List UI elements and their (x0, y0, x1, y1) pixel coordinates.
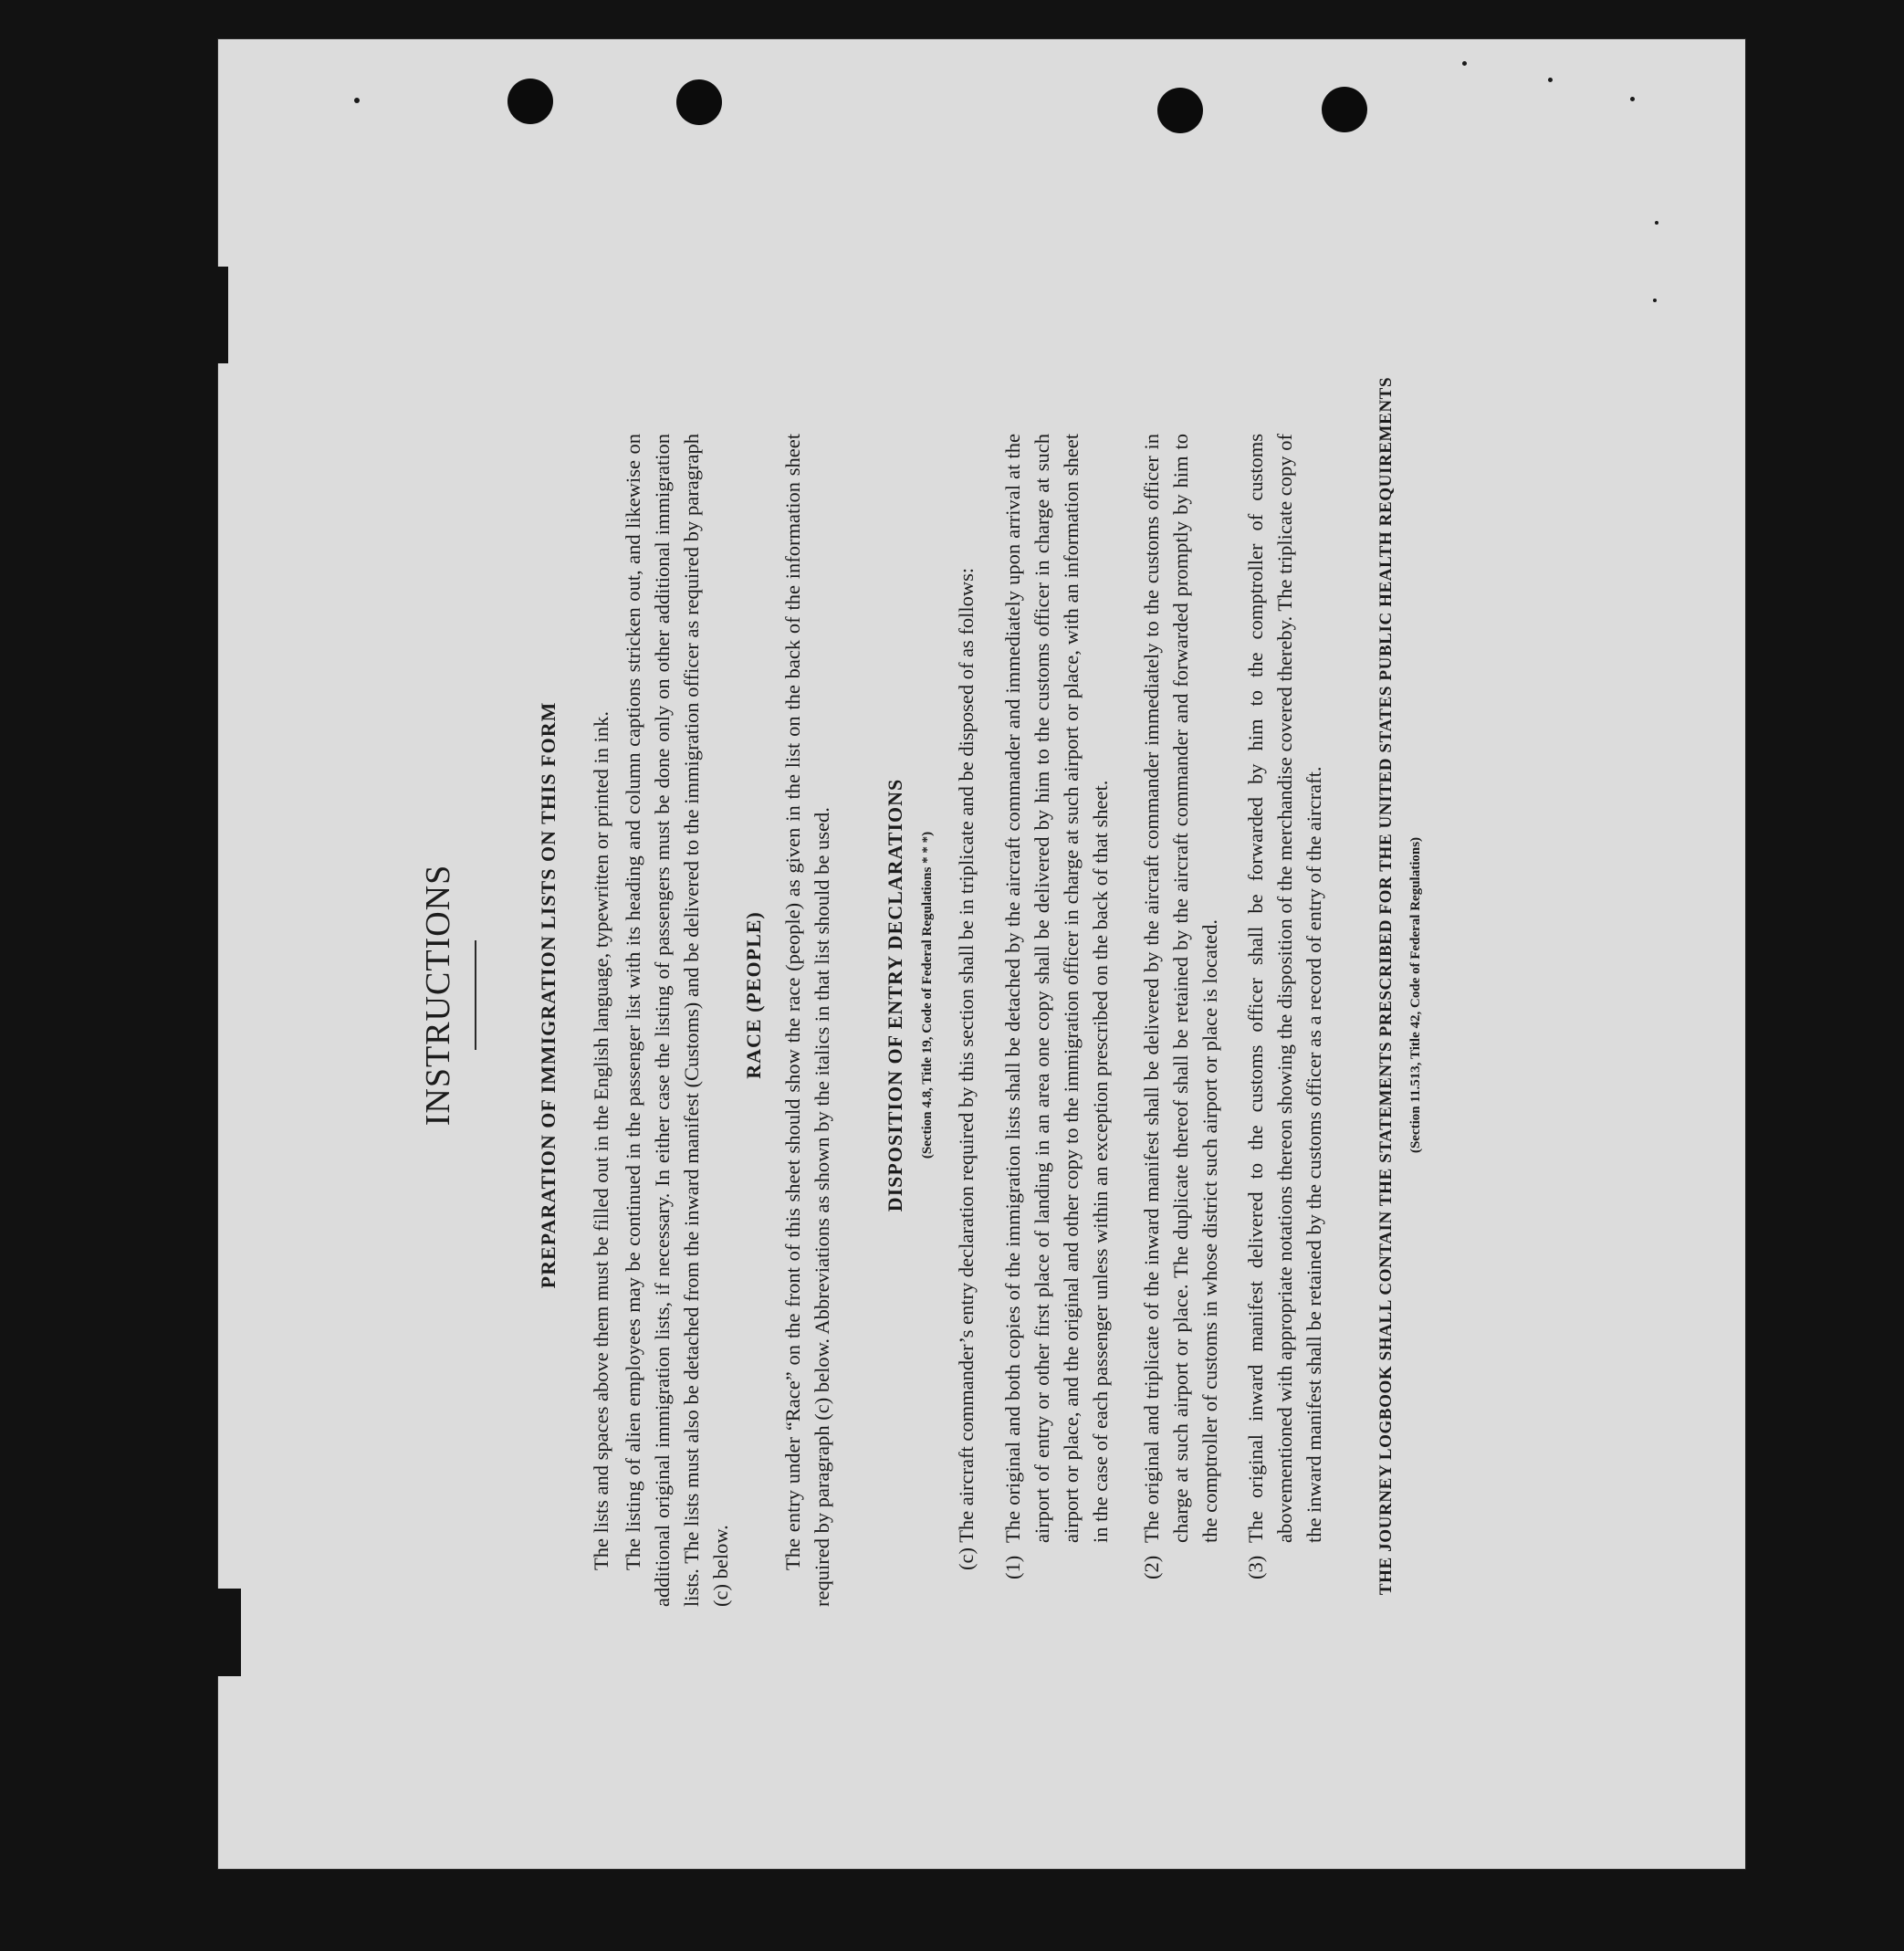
dust-speck (1630, 97, 1635, 101)
list-item: (1) The original and both copies of the immigration lists shall be detached by the aircraft commander and immediately upon arrival at the airport of entry or other first place of landing in an area one copy shall be delivered by him to the customs officer in charge at such airport or place, and the original and other copy to the immigration officer in charge at such airport or place, with an information sheet in the case of each passenger unless within an exception prescribed on the back of that sheet. (1001, 434, 1112, 1579)
dust-speck (354, 98, 360, 103)
dust-speck (1653, 299, 1657, 302)
paragraph-disposition-intro: (c) The aircraft commander’s entry declaration required by this section shall be in triplicate and be disposed of as follows: (955, 567, 978, 1570)
dust-speck (1655, 221, 1658, 225)
footer-citation: (Section 11.513, Title 42, Code of Federal Regulations) (1408, 836, 1423, 1154)
binding-tab (214, 1589, 241, 1676)
heading-disposition: DISPOSITION OF ENTRY DECLARATIONS (884, 778, 906, 1212)
paragraph-preparation-1: The lists and spaces above them must be filled out in the English language, typewritten or printed in ink. (590, 710, 612, 1570)
rotated-content (391, 219, 1486, 1771)
punch-hole (676, 79, 722, 125)
dust-speck (1462, 61, 1467, 66)
list-item: (2) The original and triplicate of the inward manifest shall be delivered by the aircraft commander immediately to the customs officer in charge at such airport or place. The duplicate thereof shall be retained by the aircraft commander and forwarded promptly by him to the comptroller of customs in whose district such airport or place is located. (1140, 434, 1221, 1579)
dust-speck (1548, 78, 1553, 82)
paragraph-preparation-2: The listing of alien employees may be continued in the passenger list with its heading and column captions stricken out, and likewise on additional original immigration lists, if necessary. In either case the listing of passengers must be done only on other additional immigration lists. The lists must also be detached from the inward manifest (Customs) and be delivered to the immigration officer as required by paragraph (c) below. (622, 434, 732, 1607)
document-title: INSTRUCTIONS (419, 864, 457, 1127)
punch-hole (1322, 87, 1367, 132)
heading-race: RACE (PEOPLE) (742, 911, 765, 1079)
title-rule (475, 940, 476, 1050)
footer-statement: THE JOURNEY LOGBOOK SHALL CONTAIN THE STATEMENTS PRESCRIBED FOR THE UNITED STATES PUBLIC HEALTH REQUIREMENTS (1376, 376, 1396, 1596)
punch-hole (507, 79, 553, 124)
binding-tab (214, 267, 228, 363)
heading-preparation: PREPARATION OF IMMIGRATION LISTS ON THIS FORM (537, 701, 560, 1289)
paragraph-race: The entry under “Race” on the front of this sheet should show the race (people) as given in the list on the back of the information sheet required by paragraph (c) below. Abbreviations as shown by the italics in that list should be used. (781, 434, 833, 1607)
citation-disposition: (Section 4.8, Title 19, Code of Federal Regulations * * *) (920, 831, 935, 1159)
punch-hole (1157, 88, 1203, 133)
list-item: (3) The original inward manifest delivered to the customs officer shall be forwarded by him to the comptroller of customs abovementioned with appropriate notations thereon showing the disposition of the merchandise covered thereby. The triplicate copy of the inward manifest shall be retained by the customs officer as a record of entry of the aircraft. (1244, 434, 1325, 1579)
